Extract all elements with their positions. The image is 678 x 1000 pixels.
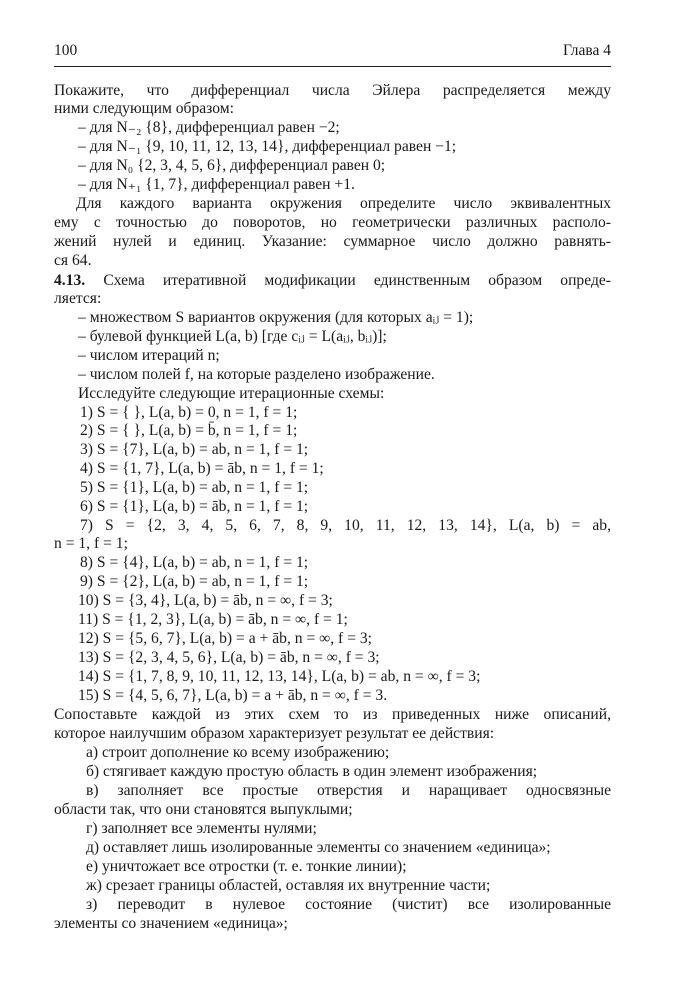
scheme-item: 12) S = {5, 6, 7}, L(a, b) = a + āb, n = ∞, f = 3; — [78, 630, 372, 647]
scheme-item: 3) S = {7}, L(a, b) = ab, n = 1, f = 1; — [80, 441, 309, 458]
scheme-item: 14) S = {1, 7, 8, 9, 10, 11, 12, 13, 14}, L(a, b) = ab, n = ∞, f = 3; — [78, 668, 481, 685]
list-item: – числом итераций n; — [78, 347, 220, 364]
answer-item: з) переводит в нулевое состояние (чистит) все изолированные — [86, 896, 611, 913]
page-header — [54, 40, 611, 67]
answer-item: е) уничтожает все отростки (т. е. тонкие линии); — [86, 858, 407, 875]
text-line: элементы со значением «единица»; — [54, 915, 288, 932]
text-line: Для каждого варианта окружения определите число эквивалентных — [76, 195, 611, 212]
text-line: Исследуйте следующие итерационные схемы: — [78, 385, 385, 402]
scheme-item: 5) S = {1}, L(a, b) = ab, n = 1, f = 1; — [80, 479, 309, 496]
scheme-item: 15) S = {4, 5, 6, 7}, L(a, b) = a + āb, n = ∞, f = 3. — [78, 687, 388, 704]
list-item: – булевой функцией L(a, b) [где cᵢⱼ = L(aᵢⱼ, bᵢⱼ)]; — [78, 328, 387, 345]
answer-item: а) строит дополнение ко всему изображению; — [86, 744, 390, 761]
text-line: Покажите, что дифференциал числа Эйлера распределяется между — [54, 82, 611, 99]
list-item: – числом полей f, на которые разделено изображение. — [78, 366, 435, 383]
scheme-item: 10) S = {3, 4}, L(a, b) = āb, n = ∞, f = 3; — [78, 592, 333, 609]
scheme-item: 6) S = {1}, L(a, b) = āb, n = 1, f = 1; — [80, 498, 309, 515]
page-number: 100 — [54, 42, 78, 59]
text-line: ся 64. — [54, 252, 92, 269]
text-line: жений нулей и единиц. Указание: суммарное число должно равнять- — [54, 233, 611, 250]
scheme-item: 7) S = {2, 3, 4, 5, 6, 7, 8, 9, 10, 11, 12, 13, 14}, L(a, b) = ab, — [80, 517, 611, 534]
scheme-item: 8) S = {4}, L(a, b) = ab, n = 1, f = 1; — [80, 554, 309, 571]
chapter-title: Глава 4 — [562, 42, 611, 59]
list-item: – для N₊₁ {1, 7}, дифференциал равен +1. — [78, 176, 355, 193]
scheme-item: 2) S = { }, L(a, b) = b̄, n = 1, f = 1; — [80, 422, 298, 439]
list-item: – для N₋₁ {9, 10, 11, 12, 13, 14}, дифференциал равен −1; — [78, 138, 457, 155]
problem-number: 4.13. — [54, 272, 86, 289]
answer-item: ж) срезает границы областей, оставляя их внутренние части; — [86, 877, 491, 894]
answer-item: г) заполняет все элементы нулями; — [86, 820, 317, 837]
text-line: Сопоставьте каждой из этих схем то из приведенных ниже описаний, — [54, 706, 611, 723]
answer-item: в) заполняет все простые отверстия и наращивает односвязные — [86, 782, 611, 799]
scheme-item: 9) S = {2}, L(a, b) = ab, n = 1, f = 1; — [80, 573, 309, 590]
answer-item: б) стягивает каждую простую область в один элемент изображения; — [86, 763, 538, 780]
scheme-item: 4) S = {1, 7}, L(a, b) = āb, n = 1, f = 1; — [80, 460, 324, 477]
scheme-item: 1) S = { }, L(a, b) = 0, n = 1, f = 1; — [80, 404, 298, 421]
text-line: области так, что они становятся выпуклыми; — [54, 801, 353, 818]
scheme-item: 13) S = {2, 3, 4, 5, 6}, L(a, b) = āb, n = ∞, f = 3; — [78, 649, 380, 666]
text-line: которое наилучшим образом характеризует результат ее действия: — [54, 725, 495, 742]
list-item: – для N₋₂ {8}, дифференциал равен −2; — [78, 119, 340, 136]
answer-item: д) оставляет лишь изолированные элементы со значением «единица»; — [86, 839, 551, 856]
text-line: ему с точностью до поворотов, но геометрически различных располо- — [54, 214, 611, 231]
list-item: – множеством S вариантов окружения (для которых aᵢⱼ = 1); — [78, 309, 474, 326]
scheme-item: 11) S = {1, 2, 3}, L(a, b) = āb, n = ∞, f = 1; — [78, 611, 348, 628]
text-line: ляется: — [54, 290, 102, 307]
text-line: n = 1, f = 1; — [54, 535, 128, 552]
text-line: ними следующим образом: — [54, 100, 234, 117]
list-item: – для N₀ {2, 3, 4, 5, 6}, дифференциал равен 0; — [78, 157, 386, 174]
problem-heading: 4.13. Схема итеративной модификации единственным образом опреде- — [54, 272, 611, 289]
